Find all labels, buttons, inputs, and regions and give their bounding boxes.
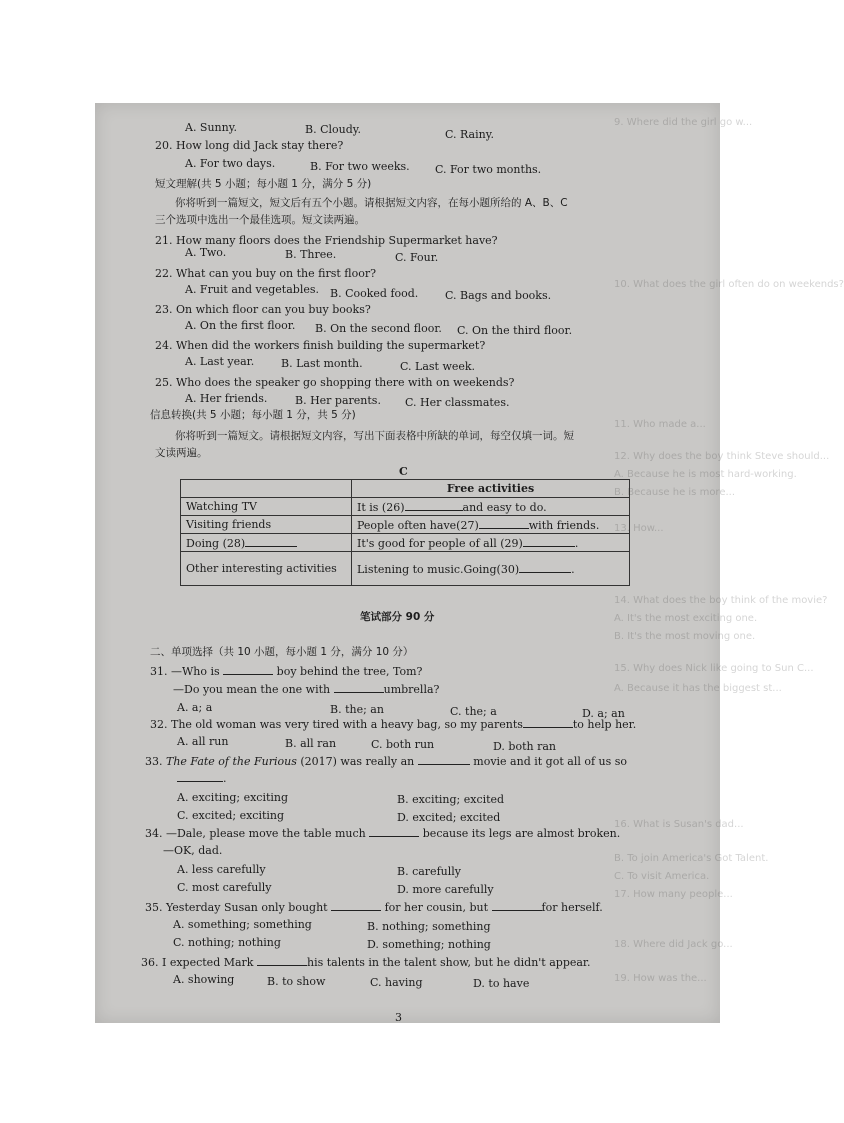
- q35-stem: 35. Yesterday Susan only bought for her cousin, but for herself.: [145, 901, 603, 914]
- q32-option-d: D. both ran: [493, 740, 556, 753]
- q31-blank-1[interactable]: [223, 664, 273, 675]
- q33-blank-1[interactable]: [418, 754, 470, 765]
- q33-stem-line-1: 33. The Fate of the Furious (2017) was really an movie and it got all of us so: [145, 755, 628, 768]
- q34-option-d: D. more carefully: [397, 883, 494, 896]
- q25-stem: 25. Who does the speaker go shopping there with on weekends?: [155, 376, 515, 389]
- q34-option-b: B. carefully: [397, 865, 461, 878]
- q35-option-a: A. something; something: [173, 918, 312, 931]
- table-cell-activity: Doing (28): [181, 534, 352, 552]
- blank-26[interactable]: [405, 500, 463, 511]
- q36-option-c: C. having: [370, 976, 423, 989]
- blank-29[interactable]: [523, 536, 575, 547]
- q21-option-c: C. Four.: [395, 251, 439, 264]
- q19-option-b: B. Cloudy.: [305, 123, 362, 136]
- q33-stem-line-2: .: [177, 771, 227, 785]
- q22-stem: 22. What can you buy on the first floor?: [155, 267, 377, 280]
- q36-option-d: D. to have: [473, 977, 530, 990]
- exam-page: [95, 103, 844, 1024]
- section-info-instruction-2: 文读两遍。: [155, 447, 208, 459]
- q34-line-1: 34. —Dale, please move the table much because its legs are almost broken.: [145, 827, 621, 840]
- table-cell-detail: Listening to music.Going(30) .: [352, 552, 630, 586]
- table-row: [181, 498, 630, 516]
- table-cell-activity: Visiting friends: [181, 516, 352, 534]
- q33-blank-2[interactable]: [177, 771, 223, 782]
- q21-option-a: A. Two.: [185, 246, 227, 259]
- q21-stem: 21. How many floors does the Friendship Supermarket have?: [155, 234, 498, 247]
- q32-option-c: C. both run: [371, 738, 435, 751]
- q34-option-a: A. less carefully: [177, 863, 266, 876]
- section-info-title: 信息转换(共 5 小题；每小题 1 分，共 5 分): [150, 409, 356, 421]
- q19-option-c: C. Rainy.: [445, 128, 494, 141]
- section-info-instruction-1: 你将听到一篇短文。请根据短文内容，写出下面表格中所缺的单词，每空仅填一词。短: [175, 430, 574, 442]
- table-header-blank: [181, 480, 352, 498]
- q31-option-a: A. a; a: [177, 701, 213, 714]
- q23-stem: 23. On which floor can you buy books?: [155, 303, 371, 316]
- q23-option-c: C. On the third floor.: [457, 324, 573, 337]
- q31-option-c: C. the; a: [450, 705, 497, 718]
- q20-option-b: B. For two weeks.: [310, 160, 410, 173]
- table-cell-activity: Other interesting activities: [181, 552, 352, 586]
- section-reading-title: 短文理解(共 5 小题；每小题 1 分，满分 5 分): [155, 178, 372, 190]
- q31-blank-2[interactable]: [334, 682, 384, 693]
- table-header: Free activities: [352, 480, 630, 498]
- table-row: [181, 534, 630, 552]
- q22-option-c: C. Bags and books.: [445, 289, 552, 302]
- q25-option-c: C. Her classmates.: [405, 396, 510, 409]
- free-activities-table: [180, 479, 630, 586]
- q34-blank[interactable]: [369, 826, 419, 837]
- table-row: [181, 516, 630, 534]
- q31-line-1: 31. —Who is boy behind the tree, Tom?: [150, 665, 423, 678]
- q24-option-a: A. Last year.: [185, 355, 255, 368]
- q23-option-b: B. On the second floor.: [315, 322, 442, 335]
- q32-blank[interactable]: [523, 717, 573, 728]
- q35-option-b: B. nothing; something: [367, 920, 491, 933]
- q36-option-a: A. showing: [173, 973, 235, 986]
- q22-option-b: B. Cooked food.: [330, 287, 419, 300]
- q32-option-a: A. all run: [177, 735, 229, 748]
- q35-blank-1[interactable]: [331, 900, 381, 911]
- q23-option-a: A. On the first floor.: [185, 319, 296, 332]
- written-part-title: 笔试部分 90 分: [360, 611, 435, 623]
- q33-option-d: D. excited; excited: [397, 811, 501, 824]
- q21-option-b: B. Three.: [285, 248, 337, 261]
- blank-30[interactable]: [519, 562, 571, 573]
- bleed-through-texture: 9. Where did the girl go w... 10. What does the girl often do on weekends? 11. Who made a... 12. Why does the boy think Steve should... A. Because he is most hard-working. B. Because he is more... 13. How... 14. What does the boy think of the movie? A. It's the most exciting one. B. It's the most moving one. 15. Why does Nick like going to Sun C... A. Because it has the biggest st... 16. What is Susan's dad... B. To join America's Got Talent. C. To visit America. 17. How many people... 18. Where did Jack go... 19. How was the...: [614, 117, 844, 984]
- q24-option-b: B. Last month.: [281, 357, 363, 370]
- q20-stem: 20. How long did Jack stay there?: [155, 139, 344, 152]
- section-reading-instruction-2: 三个选项中选出一个最佳选项。短文读两遍。: [155, 214, 365, 226]
- q22-option-a: A. Fruit and vegetables.: [185, 283, 319, 296]
- q35-option-c: C. nothing; nothing: [173, 936, 281, 949]
- table-cell-activity: Watching TV: [181, 498, 352, 516]
- q34-line-2: —OK, dad.: [163, 844, 223, 857]
- q31-option-d: D. a; an: [582, 707, 625, 720]
- q24-option-c: C. Last week.: [400, 360, 476, 373]
- table-cell-detail: People often have(27) with friends.: [352, 516, 630, 534]
- table-cell-detail: It is (26) and easy to do.: [352, 498, 630, 516]
- q36-option-b: B. to show: [267, 975, 326, 988]
- q31-option-b: B. the; an: [330, 703, 384, 716]
- q36-blank[interactable]: [257, 955, 307, 966]
- q33-option-c: C. excited; exciting: [177, 809, 285, 822]
- q36-stem: 36. I expected Mark his talents in the talent show, but he didn't appear.: [141, 956, 591, 969]
- q35-option-d: D. something; nothing: [367, 938, 491, 951]
- q19-option-a: A. Sunny.: [185, 121, 237, 134]
- q20-option-c: C. For two months.: [435, 163, 542, 176]
- q24-stem: 24. When did the workers finish building the supermarket?: [155, 339, 486, 352]
- mc-section-title: 二、单项选择（共 10 小题，每小题 1 分，满分 10 分）: [150, 646, 414, 658]
- table-row: [181, 552, 630, 586]
- q34-option-c: C. most carefully: [177, 881, 272, 894]
- table-section-letter: C: [399, 465, 408, 478]
- q33-movie-title: The Fate of the Furious: [166, 755, 297, 768]
- section-reading-instruction-1: 你将听到一篇短文，短文后有五个小题。请根据短文内容，在每小题所给的 A、B、C: [175, 197, 568, 209]
- q33-option-a: A. exciting; exciting: [177, 791, 289, 804]
- table-cell-detail: It's good for people of all (29) .: [352, 534, 630, 552]
- q35-blank-2[interactable]: [492, 900, 542, 911]
- q31-line-2: —Do you mean the one with umbrella?: [173, 683, 440, 696]
- q20-option-a: A. For two days.: [185, 157, 276, 170]
- page-number: 3: [395, 1011, 402, 1024]
- blank-27[interactable]: [479, 518, 529, 529]
- blank-28[interactable]: [245, 536, 297, 547]
- q32-option-b: B. all ran: [285, 737, 337, 750]
- q33-option-b: B. exciting; excited: [397, 793, 505, 806]
- q25-option-b: B. Her parents.: [295, 394, 381, 407]
- q25-option-a: A. Her friends.: [185, 392, 268, 405]
- q32-stem: 32. The old woman was very tired with a heavy bag, so my parents to help her.: [150, 718, 637, 731]
